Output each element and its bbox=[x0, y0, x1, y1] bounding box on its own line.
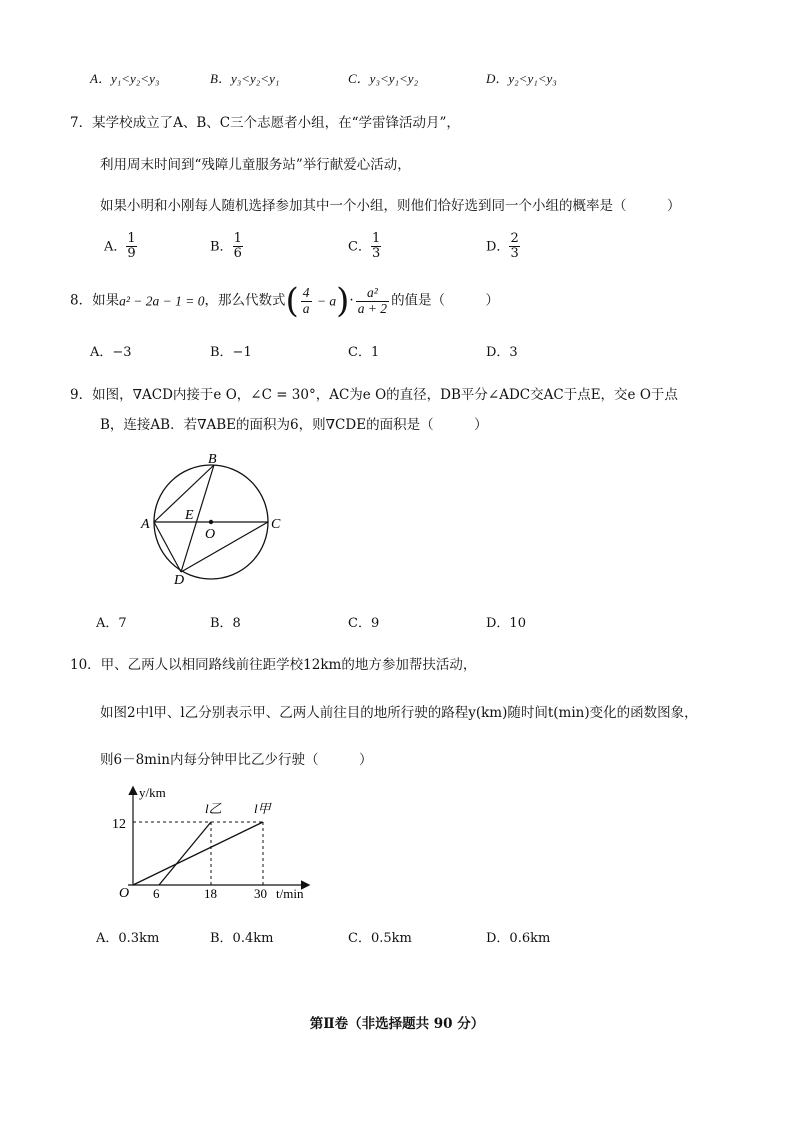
q8-left-paren: ( bbox=[285, 281, 299, 321]
origin-label: O bbox=[119, 886, 130, 901]
q10-option-d: D．0.6km bbox=[486, 931, 551, 946]
data-lines bbox=[133, 822, 263, 885]
label-o: O bbox=[205, 527, 216, 542]
q8-frac1-den: a bbox=[302, 300, 310, 316]
q6-option-b: B．y₃<y₂<y₁ bbox=[210, 71, 280, 86]
q9-option-d: D．10 bbox=[486, 616, 526, 631]
q7-line-1: 7．某学校成立了A、B、C三个志愿者小组，在“学雷锋活动月”， bbox=[70, 115, 460, 131]
q10-line-1: 10．甲、乙两人以相同路线前往距学校12km的地方参加帮扶活动， bbox=[70, 657, 477, 673]
q7-option-b-num: 1 bbox=[233, 231, 242, 246]
q6-option-d: D．y₂<y₁<y₃ bbox=[486, 71, 557, 86]
q7-option-a bbox=[104, 232, 137, 262]
q7-option-b bbox=[210, 232, 243, 262]
q9-option-a: A．7 bbox=[96, 616, 127, 631]
line-yi-label: l乙 bbox=[205, 801, 222, 816]
label-d: D bbox=[174, 573, 185, 588]
q7-option-d-label: D． bbox=[486, 239, 510, 255]
q8-frac1-num: 4 bbox=[302, 285, 310, 301]
segment-ad bbox=[154, 522, 181, 572]
q9-line-2: B，连接AB．若∇ABE的面积为6，则∇CDE的面积是（ ） bbox=[100, 417, 488, 433]
label-e: E bbox=[185, 508, 194, 523]
q6-option-c: C．y₃<y₁<y₂ bbox=[348, 71, 419, 86]
q8-option-c: C．1 bbox=[348, 345, 380, 360]
q7-option-a-den: 9 bbox=[127, 246, 136, 262]
center-point bbox=[209, 520, 213, 524]
q9-option-c: C．9 bbox=[348, 616, 380, 631]
q7-option-c-den: 3 bbox=[371, 246, 381, 262]
label-a: A bbox=[141, 517, 150, 532]
q10-option-b: B．0.4km bbox=[210, 931, 274, 946]
q7-option-c-num: 1 bbox=[371, 231, 381, 246]
q7-option-a-label: A． bbox=[104, 239, 127, 255]
q7-option-c-label: C． bbox=[348, 239, 371, 255]
q8-frac2-num: a² bbox=[356, 286, 389, 301]
q10-option-a: A．0.3km bbox=[96, 931, 160, 946]
label-b: B bbox=[208, 452, 217, 467]
line-jia bbox=[133, 822, 263, 885]
q7-line-3: 如果小明和小刚每人随机选择参加其中一个小组，则他们恰好选到同一个小组的概率是（ ） bbox=[100, 198, 681, 214]
section-title: 第Ⅱ卷（非选择题共 90 分） bbox=[309, 1016, 485, 1032]
y-tick-12: 12 bbox=[112, 817, 126, 832]
q8-prefix: 8．如果 bbox=[70, 292, 120, 309]
q9-option-b: B．8 bbox=[210, 616, 241, 631]
q8-line: 8．如果a² − 2a − 1 = 0，那么代数式( $\frac{4}{a}$ − a)· $\frac{\text{a²}}{a + 2}$ 的值是（ ） bbox=[70, 281, 500, 321]
q8-frac2-den: a + 2 bbox=[357, 300, 388, 316]
q7-option-d-den: 3 bbox=[510, 246, 519, 262]
x-tick-18: 18 bbox=[204, 886, 217, 901]
line-jia-label: l甲 bbox=[254, 801, 271, 816]
q8-right-paren: ) bbox=[336, 281, 350, 321]
q9-circle-figure bbox=[138, 448, 288, 588]
q8-option-b: B．−1 bbox=[210, 345, 252, 360]
x-axis-label: t/min bbox=[276, 886, 304, 901]
q9-line-1: 9．如图，∇ACD内接于e O，∠C = 30°，AC为e O的直径，DB平分∠ADC交AC于点E，交e O于点 bbox=[70, 387, 678, 403]
q7-line-2: 利用周末时间到“残障儿童服务站”举行献爱心活动， bbox=[100, 157, 411, 173]
q7-option-b-label: B． bbox=[210, 239, 233, 255]
q8-middle: ，那么代数式 bbox=[204, 292, 286, 309]
q10-distance-time-graph bbox=[108, 780, 328, 910]
q8-option-d: D．3 bbox=[486, 345, 518, 360]
label-c: C bbox=[271, 517, 281, 532]
q8-suffix: 的值是（ ） bbox=[391, 292, 500, 309]
q7-option-b-den: 6 bbox=[233, 246, 242, 262]
line-yi bbox=[159, 822, 211, 885]
q7-option-d bbox=[486, 232, 520, 262]
q8-minus-a: − a bbox=[313, 293, 337, 309]
x-tick-6: 6 bbox=[153, 886, 160, 901]
q7-option-d-num: 2 bbox=[510, 231, 519, 246]
q10-option-c: C．0.5km bbox=[348, 931, 412, 946]
x-tick-30: 30 bbox=[254, 886, 267, 901]
q7-option-c bbox=[348, 232, 381, 262]
q6-option-a: A．y₁<y₂<y₃ bbox=[90, 71, 160, 86]
q8-option-a: A．−3 bbox=[90, 345, 132, 360]
q7-option-a-num: 1 bbox=[127, 231, 136, 246]
q8-condition: a² − 2a − 1 = 0 bbox=[119, 293, 205, 309]
y-axis-label: y/km bbox=[139, 785, 166, 800]
q10-line-2: 如图2中l甲、l乙分别表示甲、乙两人前往目的地所行驶的路程y(km)随时间t(min)变化的函数图象， bbox=[100, 705, 698, 721]
q10-line-3: 则6－8min内每分钟甲比乙少行驶（ ） bbox=[100, 752, 373, 768]
